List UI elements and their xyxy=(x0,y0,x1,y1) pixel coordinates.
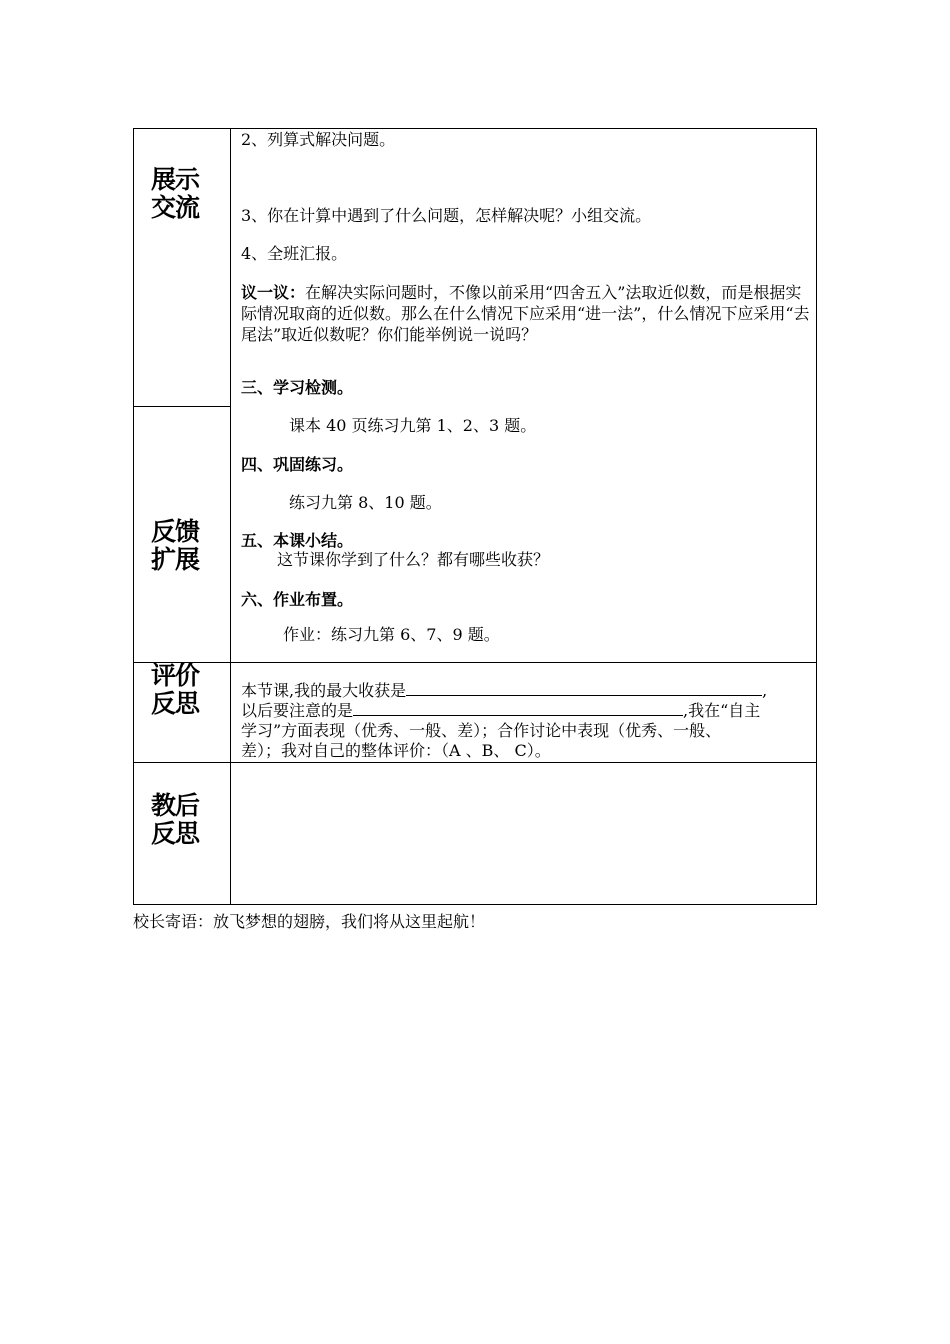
label-display-line1: 展示 xyxy=(150,165,199,194)
row-divider-feedback-evaluation xyxy=(133,662,817,663)
label-post-line1: 教后 xyxy=(150,791,199,820)
label-evaluation-reflection xyxy=(135,662,215,718)
label-display-exchange xyxy=(135,166,215,222)
label-feedback-line2: 扩展 xyxy=(150,545,199,574)
evaluation-line-3: 学习”方面表现（优秀、一般、差）；合作讨论中表现（优秀、一般、 xyxy=(241,721,722,740)
label-display-line2: 交流 xyxy=(150,193,199,222)
evaluation-part-1: 本节课,我的最大收获是 xyxy=(241,681,407,700)
table-column-divider xyxy=(230,128,231,905)
section-3-text: 课本 40 页练习九第 1、2、3 题。 xyxy=(289,416,537,435)
evaluation-part-4: ,我在“自主 xyxy=(683,701,761,720)
section-5-title: 五、本课小结。 xyxy=(241,531,354,550)
section-6-text: 作业：练习九第 6、7、9 题。 xyxy=(283,625,500,644)
discussion-title: 议一议： xyxy=(241,283,306,302)
label-post-teaching-reflection xyxy=(135,792,215,848)
section-4-title: 四、巩固练习。 xyxy=(241,455,354,474)
attention-blank-underline xyxy=(353,701,683,716)
section-4-text: 练习九第 8、10 题。 xyxy=(289,493,442,512)
label-post-line2: 反思 xyxy=(150,819,199,848)
evaluation-line-2 xyxy=(241,701,760,721)
table-border-bottom xyxy=(133,904,817,905)
evaluation-line-1 xyxy=(241,681,767,701)
row-divider-display-feedback xyxy=(133,406,230,407)
label-feedback-line1: 反馈 xyxy=(150,517,199,546)
discussion-text: 在解决实际问题时，不像以前采用“四舍五入”法取近似数，而是根据实际情况取商的近似数。那么在什么情况下应采用“进一法”，什么情况下应采用“去尾法”取近似数呢？你们能举例说一说吗？ xyxy=(241,283,810,344)
evaluation-part-2: , xyxy=(762,681,768,700)
row-divider-evaluation-post xyxy=(133,762,817,763)
section-3-title: 三、学习检测。 xyxy=(241,378,354,397)
table-border-right xyxy=(816,128,817,905)
display-item-2: 2、列算式解决问题。 xyxy=(241,130,396,149)
section-6-title: 六、作业布置。 xyxy=(241,590,354,609)
label-feedback-extend xyxy=(135,518,215,574)
label-evaluation-line2: 反思 xyxy=(150,689,199,718)
label-evaluation-line1: 评价 xyxy=(150,661,199,690)
table-border-top xyxy=(133,128,817,129)
evaluation-line-4: 差）；我对自己的整体评价：（A 、B、 C）。 xyxy=(241,741,551,760)
display-item-4: 4、全班汇报。 xyxy=(241,244,348,263)
section-5-text: 这节课你学到了什么？都有哪些收获？ xyxy=(277,550,550,569)
discussion-paragraph xyxy=(241,282,813,345)
principal-message: 校长寄语：放飞梦想的翅膀，我们将从这里起航！ xyxy=(133,912,486,931)
display-item-3: 3、你在计算中遇到了什么问题，怎样解决呢？小组交流。 xyxy=(241,206,652,225)
harvest-blank-underline xyxy=(406,681,762,696)
table-border-left xyxy=(133,128,134,905)
evaluation-part-3: 以后要注意的是 xyxy=(241,701,354,720)
